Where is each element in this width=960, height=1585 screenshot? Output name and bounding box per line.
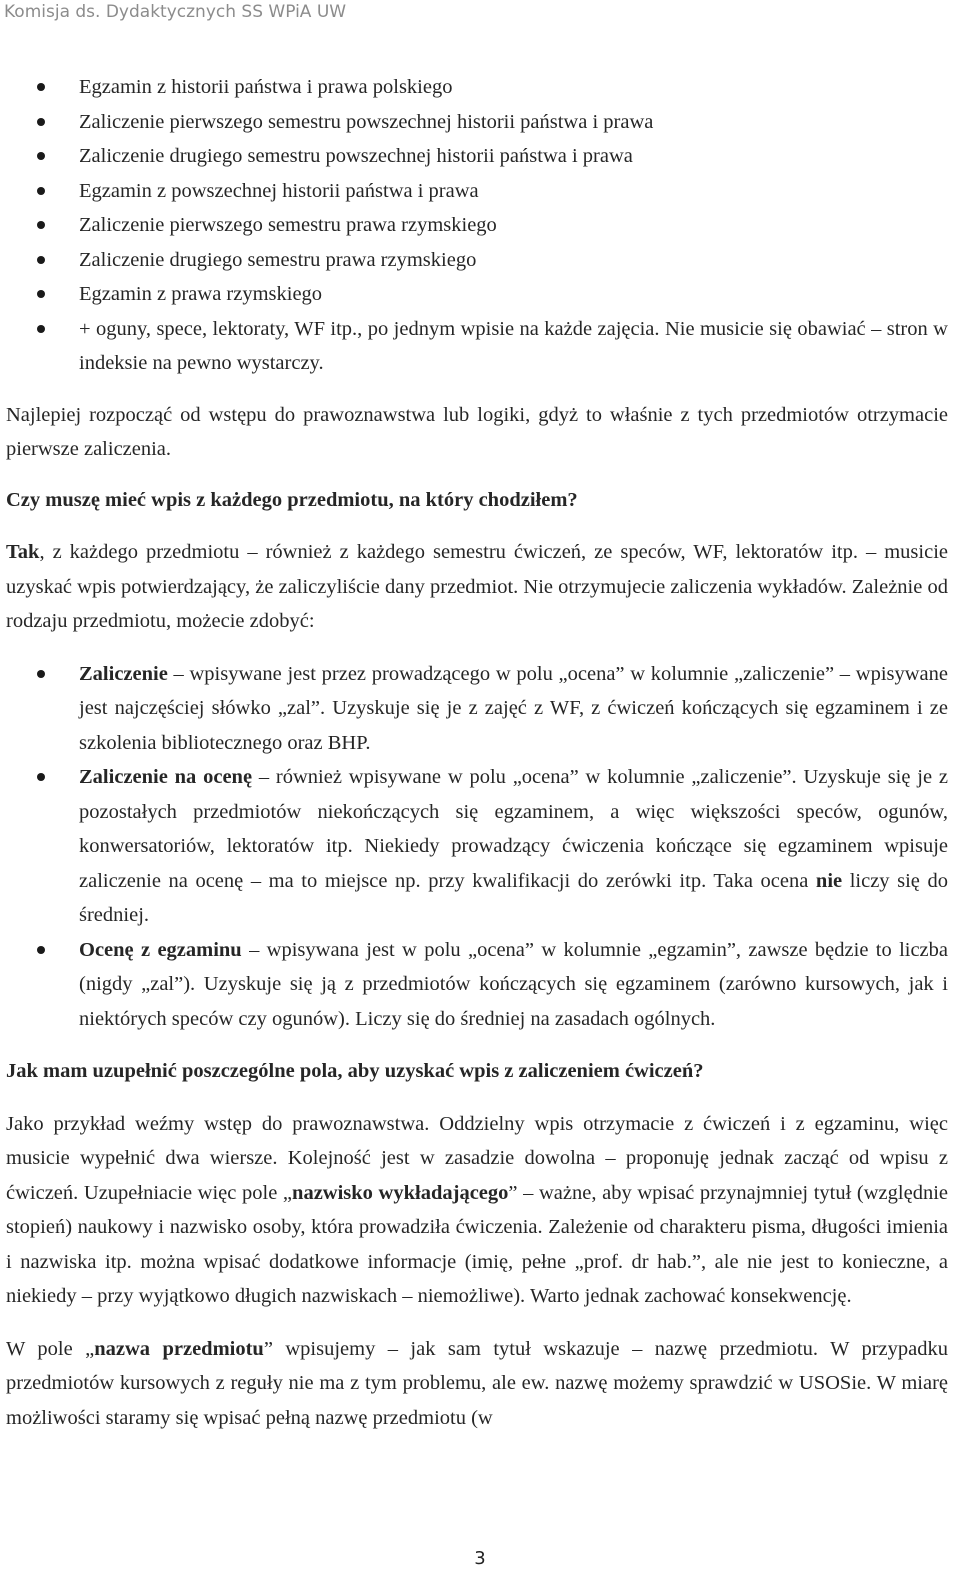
grade-types-list	[6, 657, 948, 1037]
paragraph-text: W pole „	[6, 1337, 95, 1360]
question-heading: Jak mam uzupełnić poszczególne pola, aby uzyskać wpis z zaliczeniem ćwiczeń?	[6, 1060, 704, 1082]
bold-text: nazwa przedmiotu	[94, 1337, 264, 1360]
paragraph-tak	[6, 535, 948, 639]
item-text: – również wpisywane w polu „ocena” w kolumnie „zaliczenie”. Uzyskuje się je z pozostałych przedmiotów niekończących się egzaminem, a więc większości speców, ogunów, konwersatoriów, lektoratów itp. Niekiedy prowadzący ćwiczenia kończące się egzaminem wpisuje zaliczenie na ocenę – ma to miejsce np. przy kwalifikacji do zerówki itp. Taka ocena	[79, 766, 948, 892]
item-text: – wpisywana jest w polu „ocena” w kolumnie „egzamin”, zawsze będzie to liczba (nigdy „zal”). Uzyskuje się ją z przedmiotów kończących się egzaminem (zarówno kursowych, jak i niektórych speców czy ogunów). Liczy się do średniej na zasadach ogólnych.	[79, 938, 949, 1030]
paragraph-w-pole	[6, 1332, 948, 1436]
list-item: Egzamin z historii państwa i prawa polskiego	[6, 70, 948, 105]
page-header: Komisja ds. Dydaktycznych SS WPiA UW	[4, 2, 347, 22]
document-body	[6, 70, 948, 1435]
paragraph-text: ” – ważne, aby wpisać przynajmniej tytuł (względnie stopień) naukowy i nazwisko osoby, która prowadziła ćwiczenia. Zależenie od charakteru pisma, długości imienia i nazwiska itp. można wpisać dodatkowe informacje (imię, pełne „prof. dr hab.”, ale nie jest to konieczne, a niekiedy – przy wyjątkowo długich nazwiskach – niemożliwe). Warto jednak zachować konsekwencję.	[6, 1181, 948, 1307]
bold-text: Zaliczenie na ocenę	[79, 766, 253, 788]
list-item-ocena-z-egzaminu	[6, 933, 948, 1037]
paragraph-text: Jako przykład weźmy wstęp do prawoznawstwa. Oddzielny wpis otrzymacie z ćwiczeń i z egzaminu, więc musicie wypełnić dwa wiersze. Kolejność jest w zasadzie dowolna – proponuję jednak zacząć od wpisu z ćwiczeń. Uzupełniacie więc pole „	[6, 1112, 948, 1204]
bold-text: Tak	[6, 541, 40, 563]
list-item: Zaliczenie drugiego semestru powszechnej historii państwa i prawa	[6, 139, 948, 174]
list-item-zaliczenie-na-ocene	[6, 760, 948, 933]
bold-text: nie	[815, 869, 843, 892]
list-item: + oguny, spece, lektoraty, WF itp., po jednym wpisie na każde zajęcia. Nie musicie się obawiać – stron w indeksie na pewno wystarczy.	[6, 312, 948, 381]
paragraph-jako-przyklad	[6, 1107, 948, 1314]
course-list	[6, 70, 948, 381]
paragraph-najlepiej: Najlepiej rozpocząć od wstępu do prawoznawstwa lub logiki, gdyż to właśnie z tych przedmiotów otrzymacie pierwsze zaliczenia.	[6, 403, 948, 460]
item-text: liczy się do średniej.	[79, 869, 948, 926]
item-text: – wpisywane jest przez prowadzącego w polu „ocena” w kolumnie „zaliczenie” – wpisywane jest najczęściej słówko „zal”. Uzyskuje się je z zajęć z WF, z ćwiczeń kończących się egzaminem i ze szkolenia bibliotecznego oraz BHP.	[79, 662, 948, 754]
paragraph-text: ” wpisujemy – jak sam tytuł wskazuje – nazwę przedmiotu. W przypadku przedmiotów kursowych z reguły nie ma z tym problemu, ale ew. nazwę możemy sprawdzić w USOSie. W miarę możliwości staramy się wpisać pełną nazwę przedmiotu (w	[6, 1337, 949, 1429]
bold-text: nazwisko wykładającego	[292, 1181, 509, 1204]
page-number: 3	[474, 1548, 486, 1569]
list-item: Egzamin z powszechnej historii państwa i prawa	[6, 174, 948, 209]
list-item: Zaliczenie drugiego semestru prawa rzymskiego	[6, 243, 948, 278]
list-item: Zaliczenie pierwszego semestru powszechnej historii państwa i prawa	[6, 105, 948, 140]
paragraph-text: , z każdego przedmiotu – również z każdego semestru ćwiczeń, ze speców, WF, lektoratów itp. – musicie uzyskać wpis potwierdzający, że zaliczyliście dany przedmiot. Nie otrzymujecie zaliczenia wykładów. Zależnie od rodzaju przedmiotu, możecie zdobyć:	[6, 541, 948, 632]
bold-text: Zaliczenie	[79, 662, 168, 685]
bold-text: Ocenę z egzaminu	[79, 938, 242, 961]
question-heading: Czy muszę mieć wpis z każdego przedmiotu, na który chodziłem?	[6, 488, 578, 511]
list-item: Egzamin z prawa rzymskiego	[6, 277, 948, 312]
list-item-zaliczenie	[6, 657, 948, 761]
list-item: Zaliczenie pierwszego semestru prawa rzymskiego	[6, 208, 948, 243]
